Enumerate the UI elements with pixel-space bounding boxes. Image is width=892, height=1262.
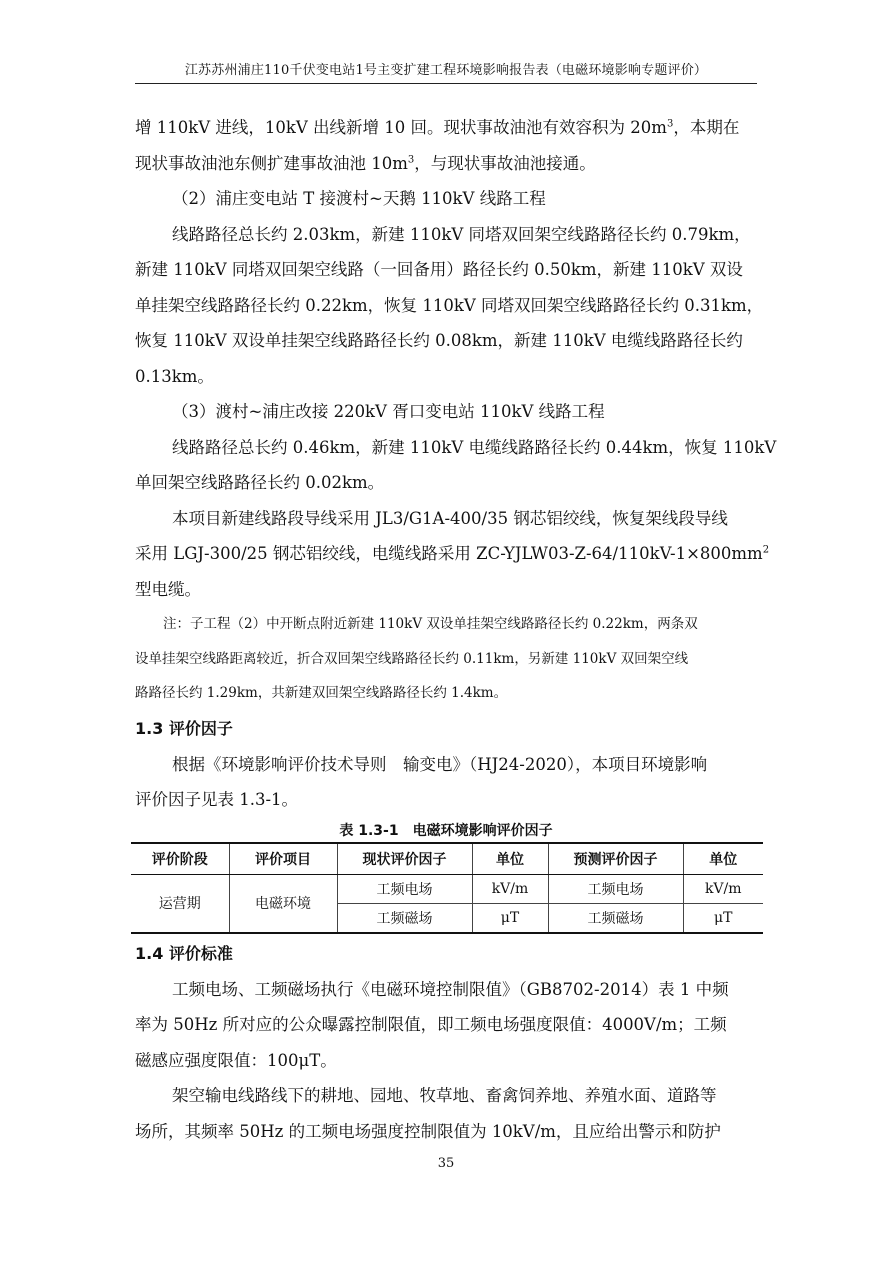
body-line: 0.13km。 <box>135 366 214 386</box>
table-header-cell: 预测评价因子 <box>548 843 683 875</box>
body-line: 单挂架空线路路径长约 0.22km，恢复 110kV 同塔双回架空线路路径长约 0.31km， <box>135 295 764 315</box>
body-line: 架空输电线路线下的耕地、园地、牧草地、畜禽饲养地、养殖水面、道路等 <box>172 1086 717 1105</box>
table-cell: 工频电场 <box>548 874 683 903</box>
body-line: 磁感应强度限值：100μT。 <box>135 1050 337 1070</box>
table-cell: μT <box>683 903 763 933</box>
body-line: 场所，其频率 50Hz 的工频电场强度控制限值为 10kV/m，且应给出警示和防护 <box>135 1121 721 1141</box>
subsection-title: （2）浦庄变电站 T 接渡村~天鹅 110kV 线路工程 <box>172 189 546 208</box>
table-header-cell: 单位 <box>683 843 763 875</box>
body-line: 线路路径总长约 0.46km，新建 110kV 电缆线路路径长约 0.44km，恢复 110kV <box>172 437 777 457</box>
table-header-cell: 单位 <box>472 843 548 875</box>
note-line: 路路径长约 1.29km，共新建双回架空线路路径长约 1.4km。 <box>135 685 508 701</box>
table-caption: 表 1.3-1 电磁环境影响评价因子 <box>339 822 553 839</box>
body-line: 新建 110kV 同塔双回架空线路（一回备用）路径长约 0.50km，新建 110kV 双设 <box>135 260 743 279</box>
table-row <box>131 874 763 903</box>
section-heading-1-3: 1.3 评价因子 <box>135 718 233 738</box>
table-cell: kV/m <box>472 874 548 903</box>
subsection-title: （3）渡村~浦庄改接 220kV 胥口变电站 110kV 线路工程 <box>172 402 605 421</box>
table-header-cell: 现状评价因子 <box>337 843 472 875</box>
table-cell: 工频磁场 <box>337 903 472 933</box>
body-line: 评价因子见表 1.3-1。 <box>135 790 299 809</box>
evaluation-factor-table <box>131 842 763 934</box>
table-cell: μT <box>472 903 548 933</box>
body-line: 增 110kV 进线，10kV 出线新增 10 回。现状事故油池有效容积为 $20m^3$，本期在 <box>135 118 740 137</box>
body-line: 工频电场、工频磁场执行《电磁环境控制限值》（GB8702-2014）表 1 中频 <box>172 979 729 999</box>
table-cell: kV/m <box>683 874 763 903</box>
table-header-row <box>131 843 763 875</box>
body-line: 线路路径总长约 2.03km，新建 110kV 同塔双回架空线路路径长约 0.79km， <box>172 224 751 244</box>
table-header-cell: 评价阶段 <box>131 843 229 875</box>
body-line: 率为 50Hz 所对应的公众曝露控制限值，即工频电场强度限值：4000V/m；工频 <box>135 1015 727 1034</box>
table-cell: 工频磁场 <box>548 903 683 933</box>
page-header: 江苏苏州浦庄110千伏变电站1号主变扩建工程环境影响报告表（电磁环境影响专题评价） <box>135 61 757 84</box>
body-line: 现状事故油池东侧扩建事故油池 $10m^3$，与现状事故油池接通。 <box>135 153 596 173</box>
body-line: 采用 LGJ-300/25 钢芯铝绞线，电缆线路采用 $ZC-YJLW03-Z-64/110kV-1\times 800mm^2$ <box>135 544 770 563</box>
note-line: 设单挂架空线路距离较近，折合双回架空线路路径长约 0.11km，另新建 110kV 双回架空线 <box>135 650 689 667</box>
note-line: 注：子工程（2）中开断点附近新建 110kV 双设单挂架空线路路径长约 0.22km，两条双 <box>163 616 698 632</box>
section-heading-1-4: 1.4 评价标准 <box>135 943 233 963</box>
body-line: 本项目新建线路段导线采用 JL3/G1A-400/35 钢芯铝绞线，恢复架线段导线 <box>172 508 728 528</box>
page-number: 35 <box>437 1156 455 1171</box>
page-body <box>135 110 777 1149</box>
table-header-cell: 评价项目 <box>229 843 337 875</box>
body-line: 型电缆。 <box>135 579 201 599</box>
body-line: 单回架空线路路径长约 0.02km。 <box>135 473 385 492</box>
item-cell: 电磁环境 <box>229 874 337 933</box>
body-line: 恢复 110kV 双设单挂架空线路路径长约 0.08km，新建 110kV 电缆线路路径长约 <box>135 331 743 350</box>
body-line: 根据《环境影响评价技术导则 输变电》（HJ24-2020），本项目环境影响 <box>172 754 708 774</box>
stage-cell: 运营期 <box>131 874 229 933</box>
table-cell: 工频电场 <box>337 874 472 903</box>
